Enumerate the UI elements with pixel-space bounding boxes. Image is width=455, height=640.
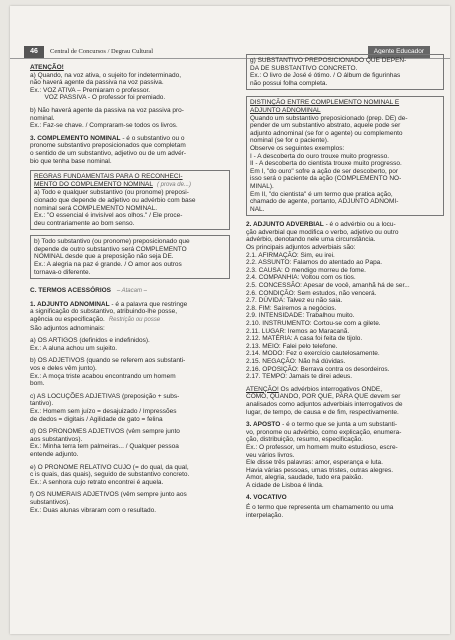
text-line: vo, pronome ou advérbio, como explicação, enumera- [246, 428, 402, 436]
text-line: bom. [30, 380, 45, 388]
list-item: 2.4. COMPANHIA: Voltou com os tios. [246, 274, 356, 282]
text-line: analisados como adjuntos adverbiais interrogativos de [246, 400, 403, 408]
text-line: Os advérbios interrogativos ONDE, [278, 385, 383, 393]
text-line: I - A descoberta do ouro trouxe muito progresso. [250, 152, 390, 160]
handwritten-note: Restrição ou posse [108, 317, 161, 324]
text-line: a) Todo e qualquer substantivo (ou pronome) preposi- [34, 189, 189, 197]
list-item: 2.17. TEMPO: Jamais te direi adeus. [246, 373, 353, 381]
text-line: b) Não haverá agente da passiva na voz passiva pro- [30, 106, 184, 114]
text-line: advérbio, denotando nele uma circunstância. [246, 236, 376, 244]
text-line: Ex.: O livro de José é ótimo. / O álbum de figurinhas [250, 72, 401, 80]
text-line: ção, distribuição, resumo, especificação. [246, 436, 364, 444]
list-item: 2.11. LUGAR: Iremos ao Maracanã. [246, 327, 350, 335]
text-line: MINAL). [250, 182, 274, 190]
text-line: - é o advérbio ou a locu- [323, 221, 396, 229]
list-item: 2.1. AFIRMAÇÃO: Sim, eu irei. [246, 251, 335, 259]
text-line: nominal. [30, 114, 55, 122]
text-line: chamado de agente, portanto, ADJUNTO ADNOMI- [250, 198, 399, 206]
text-line: Ex.: A alegria na paz é grande. / O amor aos outros [34, 261, 182, 269]
text-line: a) Quando, na voz ativa, o sujeito for indeterminado, [30, 71, 182, 79]
header-title: Central de Concursos / Degrau Cultural [50, 48, 154, 55]
artigos-block [30, 337, 230, 352]
section-heading: 3. COMPLEMENTO NOMINAL [30, 134, 121, 142]
handwritten-note: – Atacam – [116, 288, 147, 295]
text-line: Ex.: A moça triste acabou encontrando um homem [30, 372, 176, 380]
locucoes-block [30, 393, 230, 423]
text-line: Observe os seguintes exemplos: [250, 144, 345, 152]
text-line: f) OS NUMERAIS ADJETIVOS (vêm sempre junto aos [30, 491, 187, 499]
text-line: pender de um substantivo abstrato, aquele pode ser [250, 122, 401, 130]
text-line: Em II, "do cientista" é um termo que pratica ação, [250, 190, 393, 198]
text-line: interpelação. [246, 511, 284, 519]
text-line: DA DE SUBSTANTIVO CONCRETO. [250, 64, 358, 72]
text-line: - é o substantivo ou o [120, 134, 185, 142]
section-heading: 2. ADJUNTO ADVERBIAL [246, 221, 324, 229]
atencao-title: ATENÇÃO! [246, 385, 279, 393]
list-item: 2.3. CAUSA: O mendigo morreu de fome. [246, 266, 366, 274]
text-line: Ex.: Faz-se chave. / Compraram-se todos os livros. [30, 122, 178, 130]
text-line: Ex.: Duas alunas vibraram com o resultado. [30, 506, 157, 514]
text-line: NOMINAL desde que a preposição não seja DE. [34, 253, 174, 261]
text-line: - é a palavra que restringe [109, 300, 188, 308]
text-line: d) OS PRONOMES ADJETIVOS (vêm sempre junto [30, 428, 180, 436]
list-item: 2.16. OPOSIÇÃO: Berrava contra os desordeiros. [246, 365, 390, 373]
text-line: bio que tenha base nominal. [30, 157, 112, 165]
adjetivos-block [30, 357, 230, 387]
text-line: isso será o paciente da ação (COMPLEMENTO NO- [250, 175, 402, 183]
text-line: ção adverbial que modifica o verbo, adjetivo ou outro [246, 228, 399, 236]
box-title: ADJUNTO ADNOMINAL [250, 106, 321, 114]
list-item: 2.6. CONDIÇÃO: Sem estudos, não vencerá. [246, 289, 377, 297]
aposto-block [246, 421, 444, 489]
text-line: Ex.: VOZ ATIVA – Premiaram o professor. [30, 86, 151, 94]
text-line: É o termo que representa um chamamento ou uma [246, 504, 394, 512]
text-line: vos e deles vêm junto). [30, 365, 97, 372]
text-line: Os principais adjuntos adverbiais são: [246, 244, 356, 252]
text-line: g) SUBSTANTIVO PREPOSICIONADO QUE DEPEN- [250, 57, 407, 64]
text-line: a) OS ARTIGOS (definidos e indefinidos). [30, 337, 150, 345]
text-line: entende adjunto. [30, 450, 79, 458]
adjunto-adnominal-block [30, 301, 230, 332]
list-item: 2.12. MATÉRIA: A casa foi feita de tijolo. [246, 335, 363, 343]
text-line: de dedos = digitais / Agilidade de gato = felina [30, 415, 163, 423]
text-line: tantivo). [30, 400, 54, 408]
text-line: Ex.: O professor, um homem muito estudioso, escre- [246, 443, 398, 451]
text-line: b) Todo substantivo (ou pronome) preposicionado que [34, 238, 190, 246]
text-line: o sentido de um substantivo, adjetivo ou de um advér- [30, 149, 187, 157]
document-page [10, 6, 450, 634]
box-title: REGRAS FUNDAMENTAIS PARA O RECONHECI- [34, 173, 183, 181]
box-title: DISTINÇÃO ENTRE COMPLEMENTO NOMINAL E [250, 99, 400, 107]
section-heading: 4. VOCATIVO [246, 494, 287, 502]
text-line: deu contrariamente ao bom senso. [34, 219, 135, 227]
box-title: MENTO DO COMPLEMENTO NOMINAL [34, 180, 153, 188]
atencao-interrogativos-block [246, 386, 444, 416]
text-line: a significação do substantivo, atribuindo-lhe posse, [30, 308, 178, 316]
list-item: 2.10. INSTRUMENTO: Cortou-se com a gilete. [246, 320, 381, 327]
text-line: cionado que depende de adjetivo ou advérbio com base [34, 196, 196, 204]
text-line: aos substantivos). [30, 435, 83, 443]
text-line: - é o termo que se junta a um substanti- [280, 421, 398, 429]
list-item: 2.9. INTENSIDADE: Trabalhou muito. [246, 312, 355, 320]
cujo-block [30, 464, 230, 487]
regras-b-box [30, 235, 230, 279]
text-line: Ex.: A senhora cujo retrato encontrei é aquela. [30, 478, 164, 486]
adjunto-adverbial-block [246, 221, 444, 380]
numerais-block [30, 491, 230, 514]
handwritten-note: ( prova de...) [156, 181, 191, 188]
section-heading: C. TERMOS ACESSÓRIOS [30, 287, 112, 295]
list-item: 2.8. FIM: Saíremos a negócios. [246, 304, 337, 312]
termos-acessorios-heading [30, 287, 230, 296]
text-line: agência ou especificação. [30, 316, 105, 324]
substantivo-concreto-box [246, 54, 444, 90]
list-item: 2.14. MODO: Fez o exercício cautelosamente. [246, 350, 380, 358]
header-section-label: Agente Educador [368, 46, 430, 58]
text-line: Ex.: Homem sem juízo = desajuizado / Impressões [30, 407, 177, 415]
passiva-pronominal-block [30, 107, 230, 130]
text-line: nominal será COMPLEMENTO NOMINAL. [34, 204, 158, 212]
text-line: NAL. [250, 205, 265, 213]
page-number: 46 [24, 46, 44, 58]
text-line: não haverá agente da passiva na voz passiva. [30, 79, 164, 87]
text-line: Ex.: "O essencial é invisível aos olhos." / Ele proce- [34, 212, 183, 220]
text-line: c is quais, das quais), seguido de substantivo concreto. [30, 471, 190, 479]
list-item: 2.2. ASSUNTO: Falamos do atentado ao Papa. [246, 259, 383, 267]
section-heading: 1. ADJUNTO ADNOMINAL [30, 300, 110, 308]
text-line: São adjuntos adnominais: [30, 324, 105, 332]
list-item: 2.7. DÚVIDA: Talvez eu não saia. [246, 297, 343, 305]
list-item: 2.15. NEGAÇÃO: Não há dúvidas. [246, 357, 346, 365]
text-line: Amor, alegria, saudade, tudo era paixão. [246, 474, 364, 482]
vocativo-block [246, 494, 444, 519]
text-line: c) AS LOCUÇÕES ADJETIVAS (preposição + subs- [30, 392, 180, 400]
pronomes-block [30, 428, 230, 458]
text-line: Ele disse três palavras: amor, esperança e luta. [246, 459, 383, 467]
text-line: pronome substantivo preposicionados que completam [30, 142, 186, 150]
regras-box [30, 170, 230, 230]
text-line: Em I, "do ouro" sofre a ação de ser descoberto, por [250, 167, 399, 175]
text-line: VOZ PASSIVA - O professor foi premiado. [30, 94, 166, 102]
atencao-block [30, 64, 230, 102]
atencao-title: ATENÇÃO! [30, 64, 64, 71]
text-line: adjunto adnominal (se for o agente) ou complemento [250, 129, 403, 137]
text-line: tornava-o diferente. [34, 268, 91, 276]
text-line: não possui folha completa. [250, 79, 328, 87]
text-line: Havia várias pessoas, umas tristes, outras alegres. [246, 466, 394, 474]
list-item: 2.13. MEIO: Falei pelo telefone. [246, 342, 338, 350]
distincao-box [246, 96, 444, 216]
text-line: b) OS ADJETIVOS (quando se referem aos substanti- [30, 357, 186, 365]
section-heading: 3. APOSTO [246, 421, 281, 429]
text-line: substantivos). [30, 498, 71, 506]
text-line: A cidade de Lisboa é linda. [246, 481, 324, 489]
text-line: veu vários livros. [246, 451, 295, 459]
text-line: e) O PRONOME RELATIVO CUJO (= do qual, da qual, [30, 463, 189, 471]
text-line: Ex.: A aluna achou um sujeito. [30, 344, 118, 352]
text-line: COMO, QUANDO, POR QUE, PARA QUE devem ser [246, 393, 401, 401]
left-column [30, 64, 230, 519]
right-column [246, 54, 444, 524]
text-line: depende de outro substantivo será COMPLEMENTO [34, 245, 187, 253]
list-item: 2.5. CONCESSÃO: Apesar de você, amanhã há de ser... [246, 282, 410, 290]
text-line: Quando um substantivo preposicionado (prep. DE) de- [250, 114, 408, 122]
text-line: nominal (se for o paciente). [250, 137, 329, 145]
text-line: II - A descoberta do cientista trouxe muito progresso. [250, 160, 402, 168]
complemento-nominal-block [30, 135, 230, 165]
text-line: Ex.: Minha terra tem palmeiras... / Qualquer pessoa [30, 443, 179, 451]
text-line: lugar, de tempo, de causa e de fim, respectivamente. [246, 408, 399, 416]
